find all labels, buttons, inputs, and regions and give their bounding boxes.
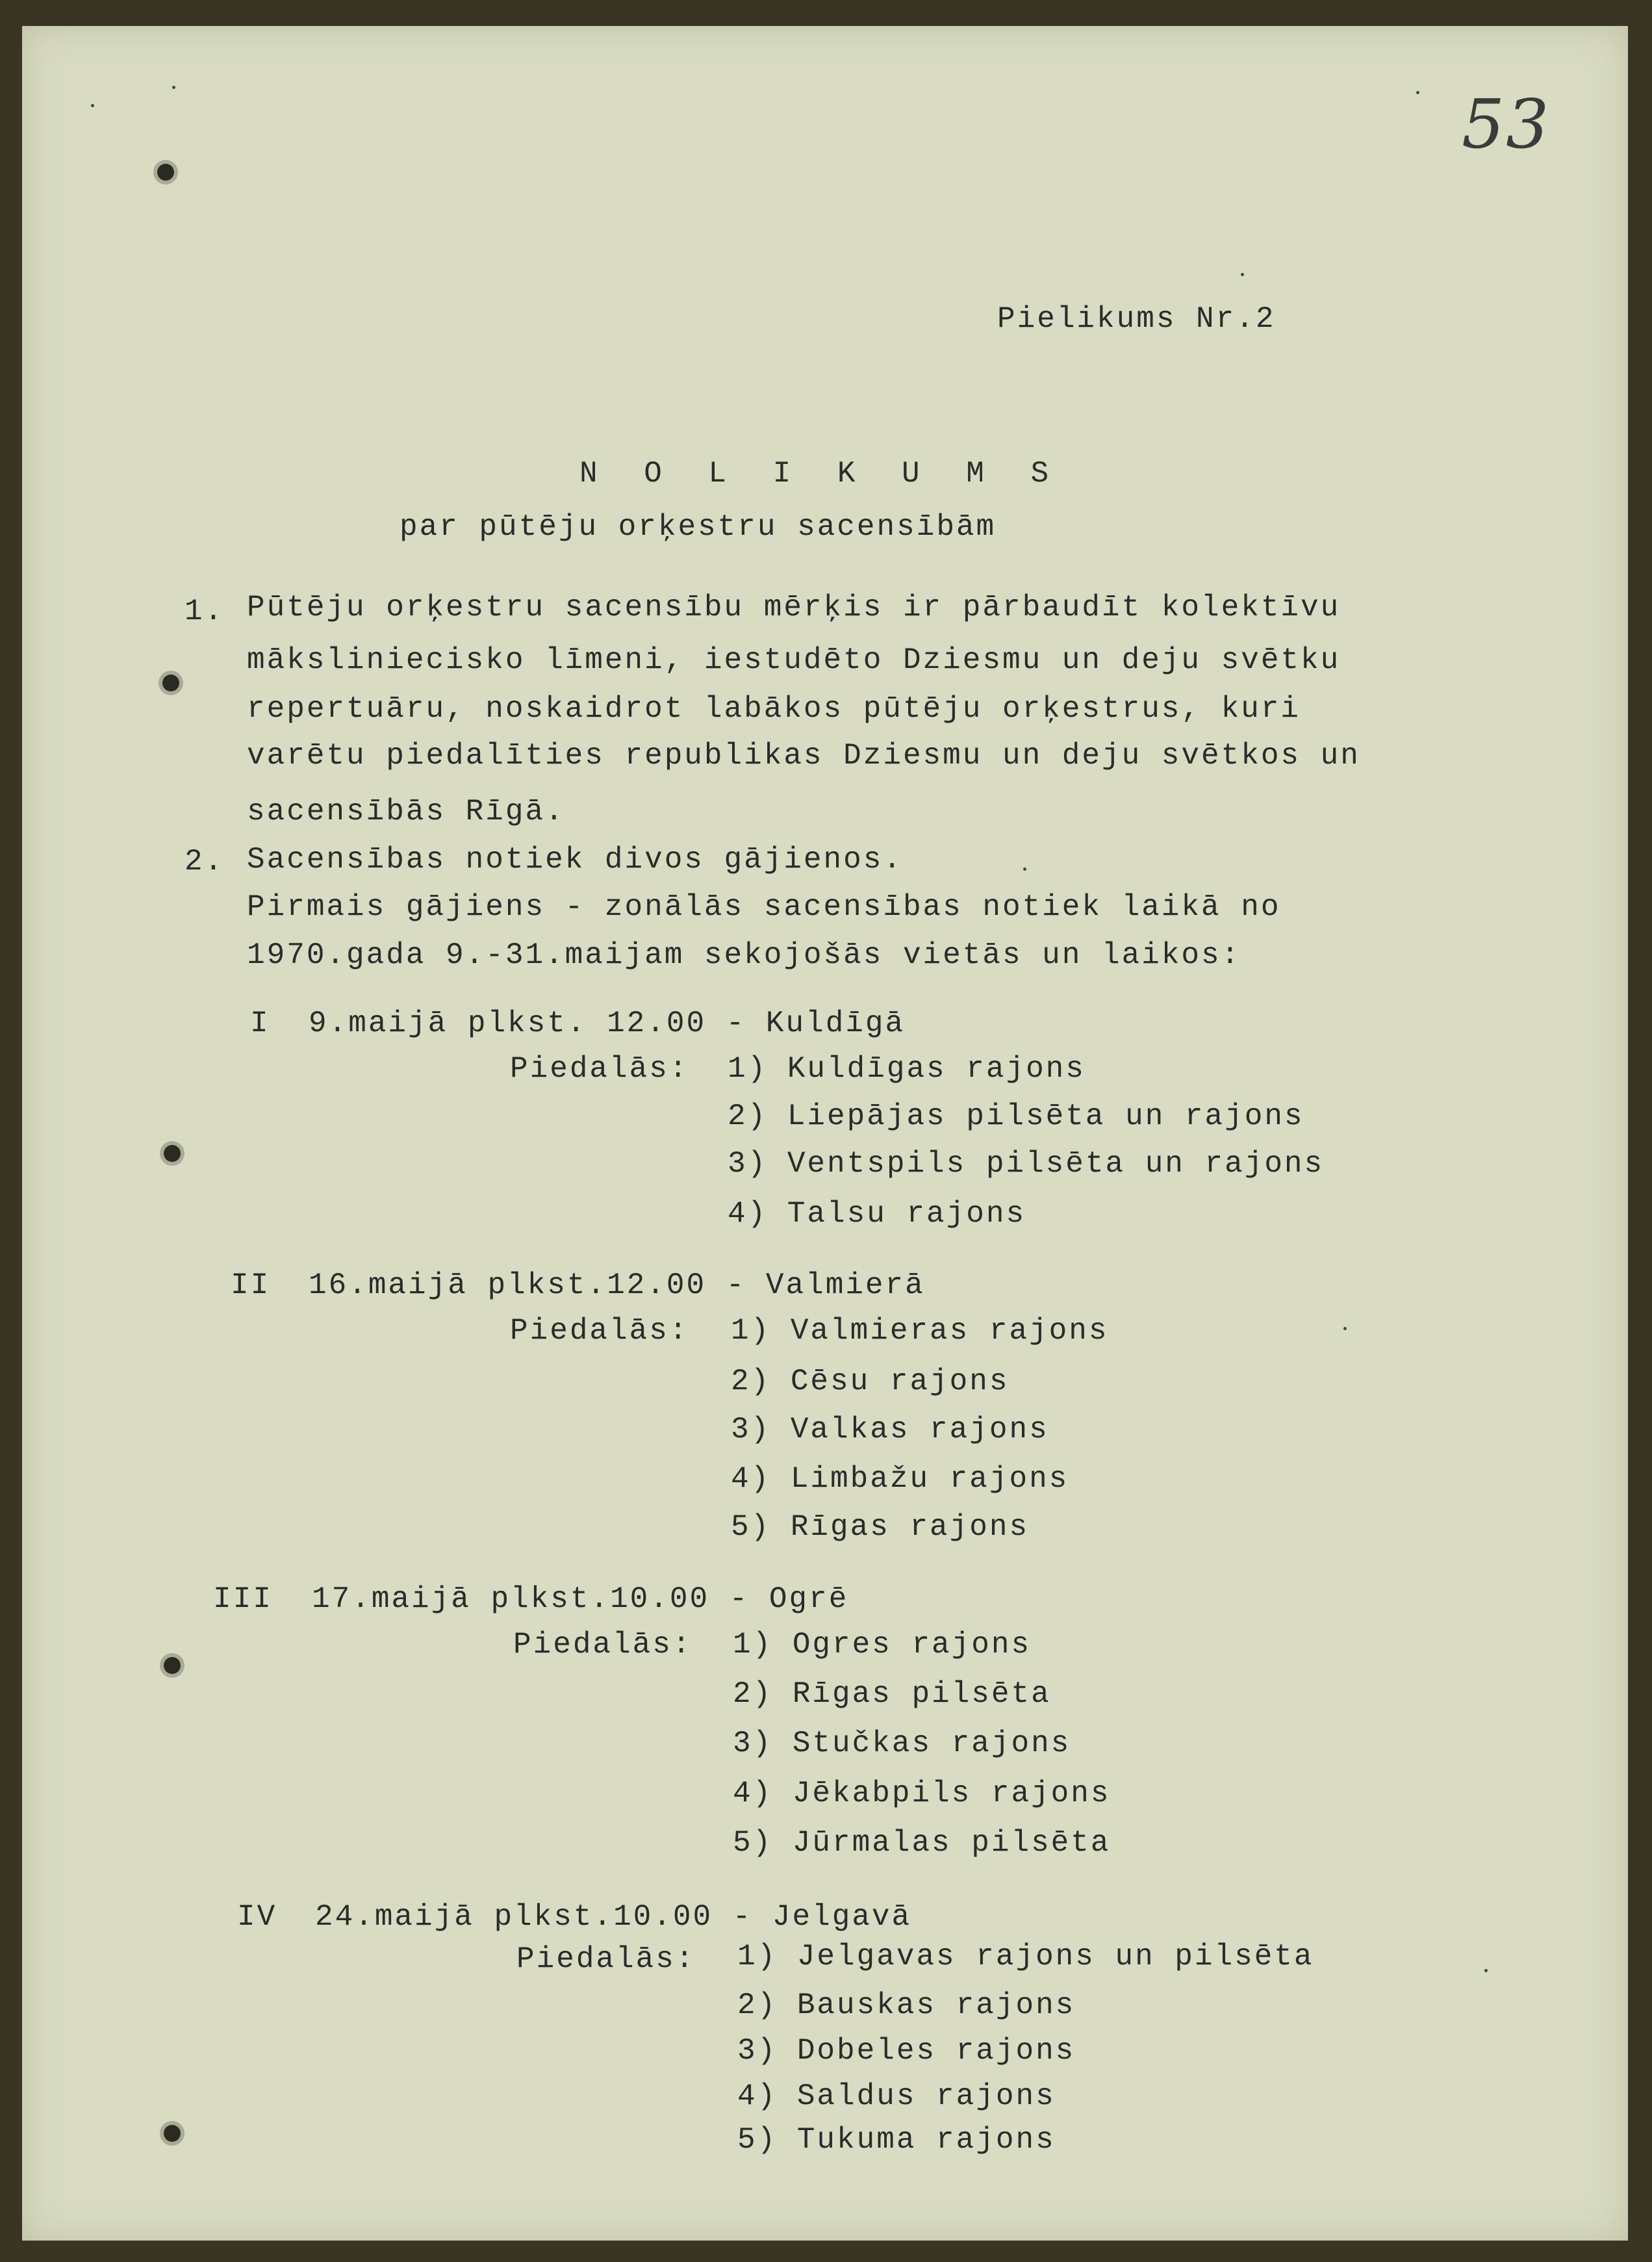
punch-hole [157,164,174,181]
participants-label: Piedalās: [510,1314,689,1348]
zone-roman: IV [237,1900,277,1934]
participant-item: 1) Jelgavas rajons un pilsēta [737,1940,1314,1973]
punch-hole [164,1657,181,1674]
participant-item: 2) Liepājas pilsēta un rajons [728,1099,1304,1133]
zone-schedule: 16.maijā plkst.12.00 - Valmierā [309,1268,925,1302]
paragraph-2-number: 2. [184,845,225,879]
participant-item: 4) Talsu rajons [728,1197,1026,1231]
paper-speck [1484,1969,1488,1972]
zone-roman: I [250,1007,270,1040]
participant-item: 3) Dobeles rajons [737,2034,1076,2068]
paragraph-1-line: mākslinieciskо līmeni, iestudēto Dziesmu un deju svētku [247,643,1341,677]
participant-item: 4) Jēkabpils rajons [733,1777,1111,1810]
participant-item: 1) Valmieras rajons [731,1314,1109,1348]
paragraph-1-line: varētu piedalīties republikas Dziesmu un deju svētkos un [247,739,1360,773]
paragraph-2-line: Pirmais gājiens - zonālās sacensības notiek laikā no [247,890,1281,924]
paragraph-1-line: sacensībās Rīgā. [247,795,565,829]
zone-schedule: 9.maijā plkst. 12.00 - Kuldīgā [309,1007,906,1040]
paragraph-2-line: 1970.gada 9.-31.maijam sekojošās vietās un laikos: [247,938,1241,972]
participant-item: 5) Rīgas rajons [731,1510,1030,1544]
punch-hole [164,2125,181,2142]
paragraph-1-line: Pūtēju orķestru sacensību mērķis ir pārbaudīt kolektīvu [247,591,1341,624]
participants-label: Piedalās: [510,1052,689,1086]
zone-schedule: 17.maijā plkst.10.00 - Ogrē [312,1582,849,1616]
participant-item: 5) Tukuma rajons [737,2123,1056,2157]
participant-item: 2) Rīgas pilsēta [733,1677,1051,1711]
participants-label: Piedalās: [513,1628,693,1662]
paper-speck [1416,91,1419,94]
paragraph-1-number: 1. [184,595,225,628]
participant-item: 5) Jūrmalas pilsēta [733,1826,1111,1860]
participant-item: 2) Cēsu rajons [731,1365,1010,1398]
participant-item: 4) Limbažu rajons [731,1462,1069,1496]
participant-item: 3) Stučkas rajons [733,1727,1071,1760]
paper-speck [1343,1327,1347,1330]
paper-speck [91,104,94,107]
paper-speck [1241,273,1244,276]
participant-item: 1) Kuldīgas rajons [728,1052,1086,1086]
participant-item: 3) Valkas rajons [731,1413,1049,1446]
participants-label: Piedalās: [516,1942,696,1976]
punch-hole [164,1145,181,1162]
paragraph-1-line: repertuāru, noskaidrot labākos pūtēju orķestrus, kuri [247,692,1301,726]
participant-item: 3) Ventspils pilsēta un rajons [728,1147,1325,1181]
participant-item: 1) Ogres rajons [733,1628,1032,1662]
paragraph-2-line: Sacensības notiek divos gājienos. [247,843,903,877]
participant-item: 2) Bauskas rajons [737,1988,1076,2022]
zone-roman: II [231,1268,271,1302]
paper-speck [1023,868,1026,871]
participant-item: 4) Saldus rajons [737,2079,1056,2113]
page-number: 53 [1462,84,1551,164]
zone-roman: III [213,1582,273,1616]
page-title: N O L I K U M S [579,457,1063,491]
zone-schedule: 24.maijā plkst.10.00 - Jelgavā [315,1900,912,1934]
punch-hole [162,675,179,691]
page-subtitle: par pūtēju orķestru sacensībām [400,510,997,544]
annex-label: Pielikums Nr.2 [997,302,1276,336]
paper-speck [172,86,175,89]
